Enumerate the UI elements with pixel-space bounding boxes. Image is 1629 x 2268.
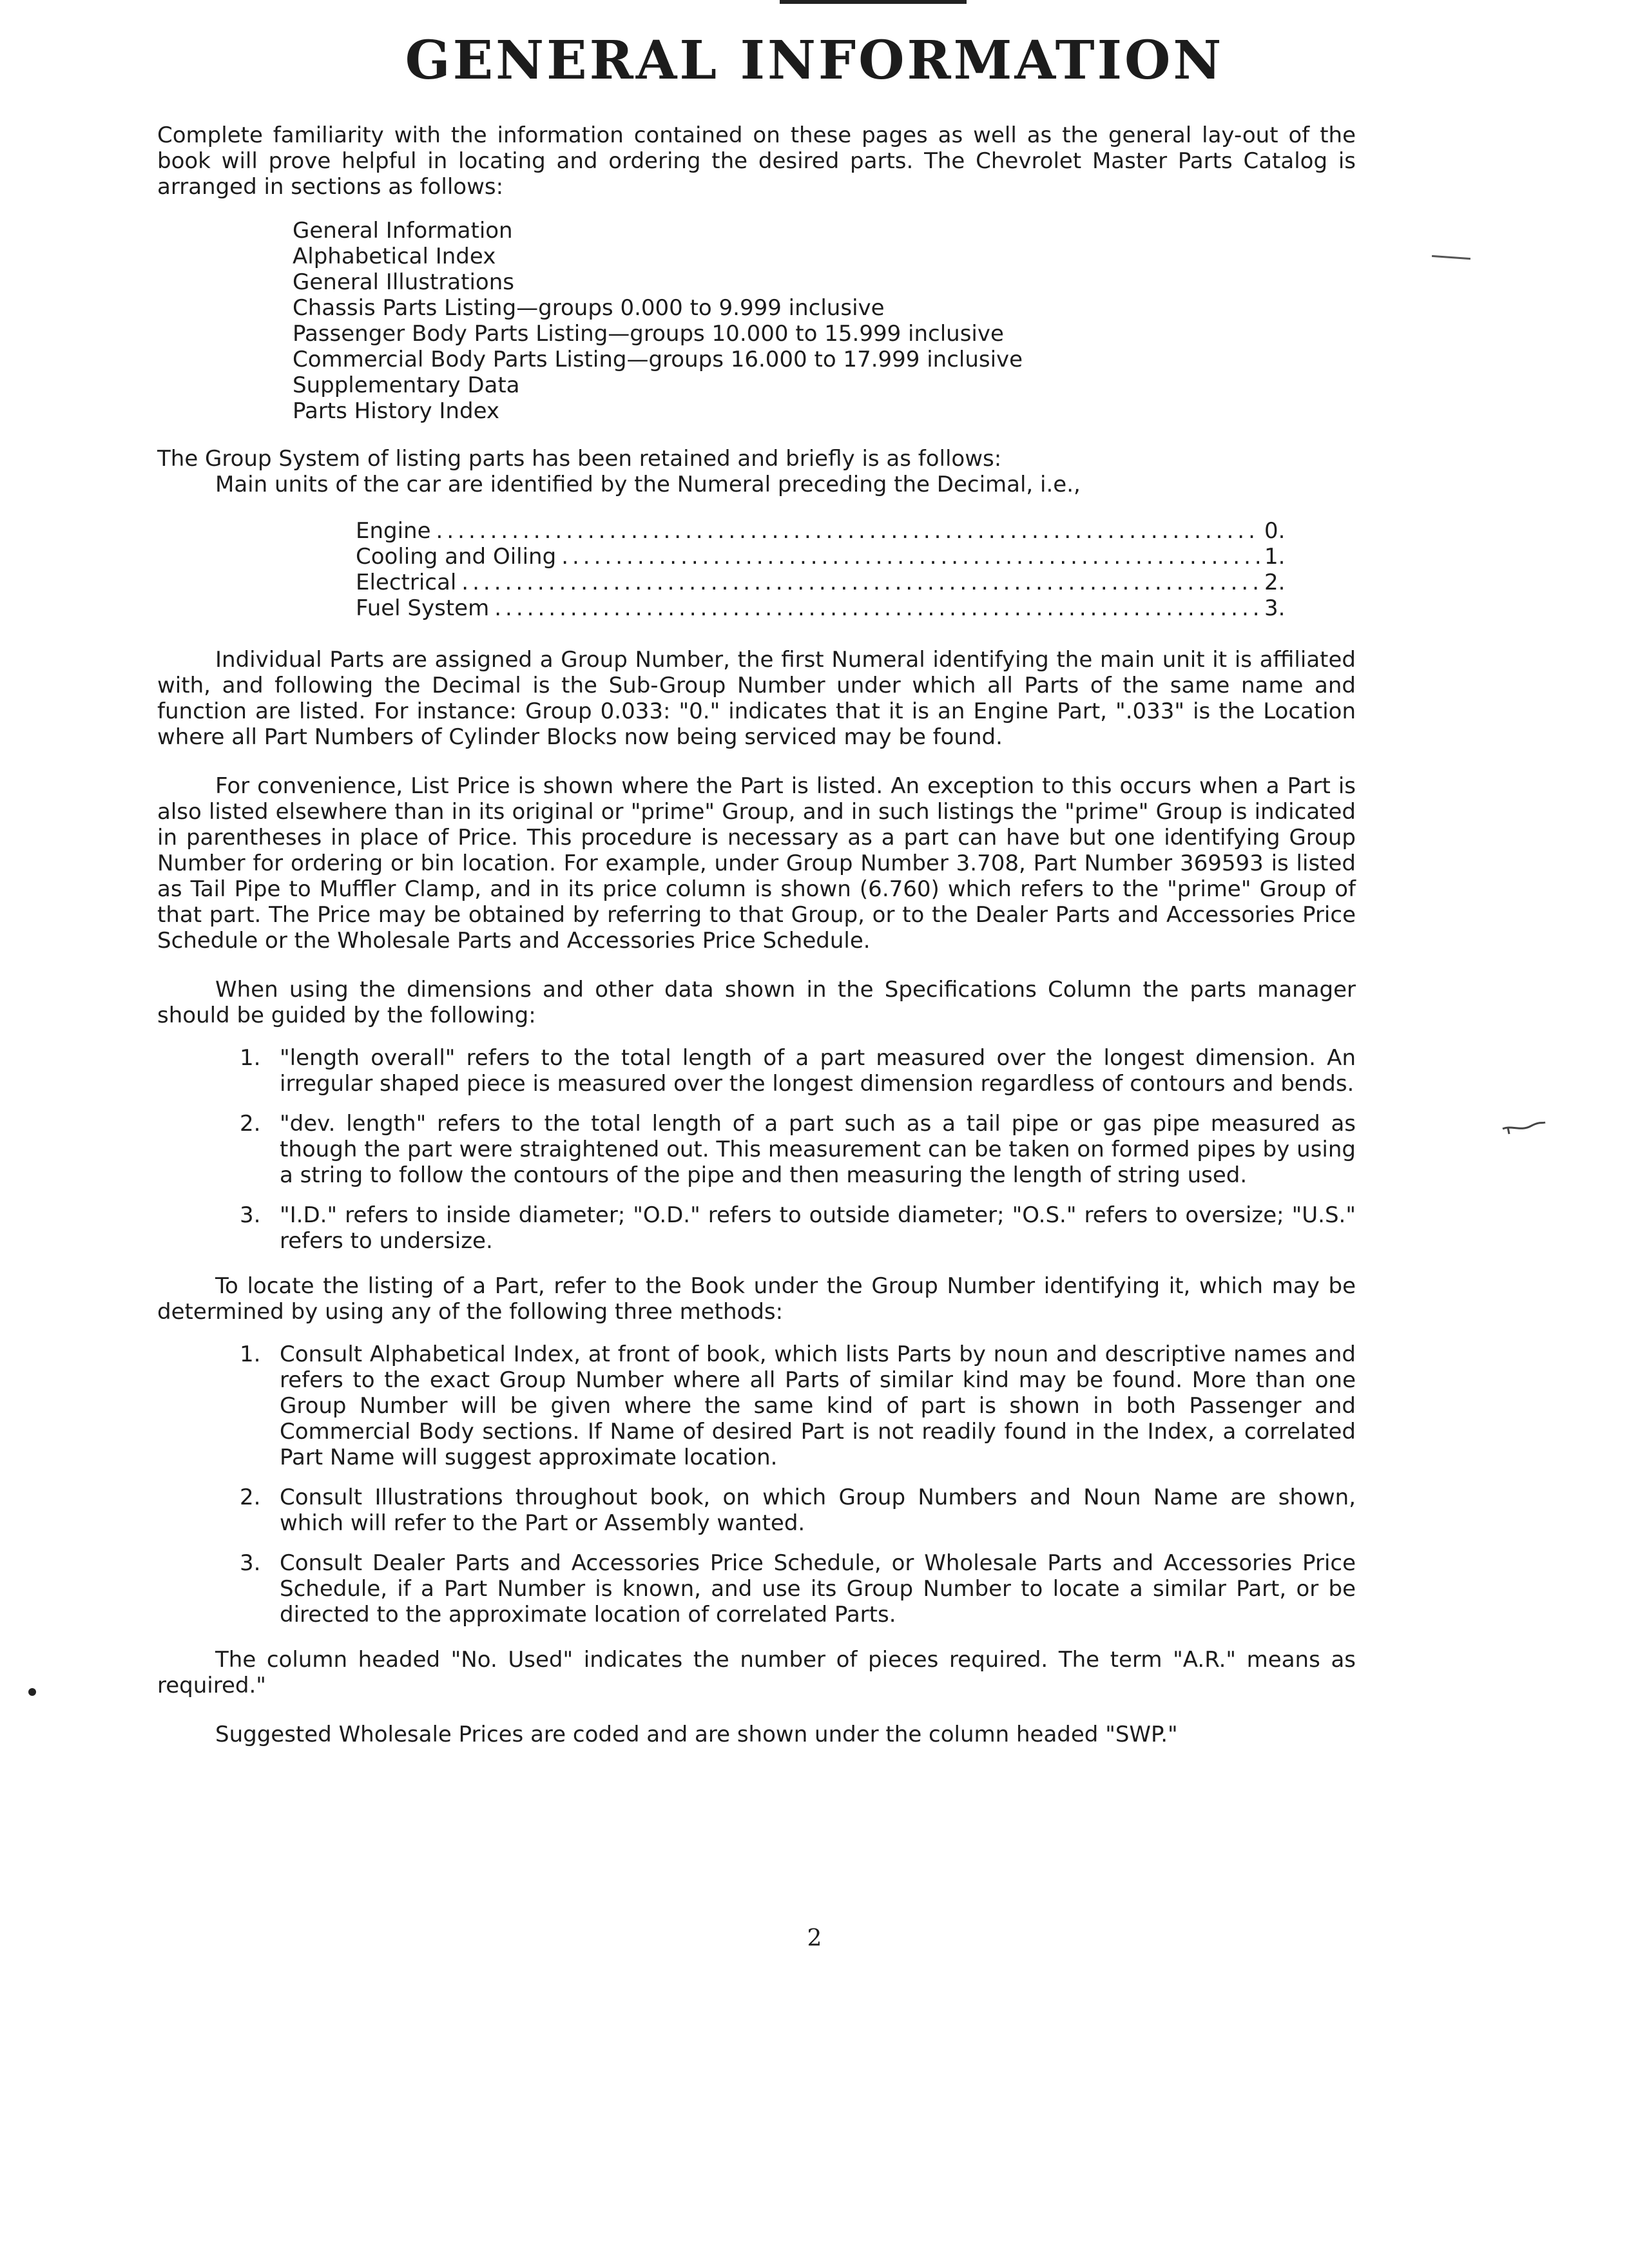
section-item: Alphabetical Index [293,244,496,269]
group-name: Electrical [356,570,457,595]
scan-scribble-mark [1501,1121,1547,1135]
section-item: Commercial Body Parts Listing—groups 16.000 to 17.999 inclusive [293,347,1023,372]
item-number: 3. [240,1202,261,1228]
individual-parts-paragraph: Individual Parts are assigned a Group Number, the first Numeral identifying the main unit it is affiliated with, and following the Decimal is the Sub-Group Number under which all Parts of the same name and function are listed. For instance: Group 0.033: "0." indicates that it is an Engine Part, ".033" is the Location where all Part Numbers of Cylinder Blocks now being serviced may be found. [157,647,1356,750]
group-name: Engine [356,518,431,544]
group-code: 0. [1264,518,1286,544]
item-text: Consult Illustrations throughout book, on which Group Numbers and Noun Name are shown, which will refer to the Part or Assembly wanted. [280,1485,1356,1536]
group-name: Cooling and Oiling [356,544,557,570]
dimension-item [240,1202,1356,1254]
locate-item [240,1550,1356,1628]
scan-dot [28,1688,36,1696]
scan-mark [1432,255,1470,260]
group-code-row [356,595,1303,621]
locate-item [240,1485,1356,1536]
section-item: Chassis Parts Listing—groups 0.000 to 9.999 inclusive [293,295,885,321]
item-text: "length overall" refers to the total length of a part measured over the longest dimension. An irregular shaped piece is measured over the longest dimension regardless of contours and bends. [280,1045,1356,1097]
top-rule [780,0,967,4]
dimension-item [240,1111,1356,1188]
group-name: Fuel System [356,595,490,621]
section-item: Passenger Body Parts Listing—groups 10.000 to 15.999 inclusive [293,321,1004,347]
group-code-row [356,544,1303,570]
locate-paragraph: To locate the listing of a Part, refer to the Book under the Group Number identifying it, which may be determined by using any of the following three methods: [157,1273,1356,1325]
no-used-paragraph: The column headed "No. Used" indicates the number of pieces required. The term "A.R." means as required." [157,1647,1356,1698]
group-system-subline: Main units of the car are identified by the Numeral preceding the Decimal, i.e., [215,472,1081,497]
group-code: 3. [1264,595,1286,621]
section-item: General Information [293,218,513,244]
group-code: 2. [1264,570,1286,595]
item-text: Consult Alphabetical Index, at front of book, which lists Parts by noun and descriptive names and refers to the exact Group Number where all Parts of similar kind may be found. More than one Group Number will be given where the same kind of part is shown in both Passenger and Commercial Body sections. If Name of desired Part is not readily found in the Index, a correlated Part Name will suggest approximate location. [280,1341,1356,1470]
item-number: 3. [240,1550,261,1576]
dimension-list [240,1045,1356,1254]
item-text: Consult Dealer Parts and Accessories Price Schedule, or Wholesale Parts and Accessories Price Schedule, if a Part Number is known, and use its Group Number to locate a similar Part, or be directed to the approximate location of correlated Parts. [280,1550,1356,1628]
leader-dots [561,544,1259,570]
group-system-paragraph: The Group System of listing parts has been retained and briefly is as follows: [157,446,1002,472]
leader-dots [461,570,1259,595]
dimension-item [240,1045,1356,1097]
group-code-row [356,570,1303,595]
convenience-paragraph: For convenience, List Price is shown where the Part is listed. An exception to this occurs when a Part is also listed elsewhere than in its original or "prime" Group, and in such listings the "prime" Group is indicated in parentheses in place of Price. This procedure is necessary as a part can have but one identifying Group Number for ordering or bin location. For example, under Group Number 3.708, Part Number 369593 is listed as Tail Pipe to Muffler Clamp, and in its price column is shown (6.760) which refers to the "prime" Group of that part. The Price may be obtained by referring to that Group, or to the Dealer Parts and Accessories Price Schedule or the Wholesale Parts and Accessories Price Schedule. [157,773,1356,954]
section-item: Parts History Index [293,398,500,424]
locate-method-list [240,1341,1356,1628]
item-number: 1. [240,1341,261,1367]
item-text: "dev. length" refers to the total length of a part such as a tail pipe or gas pipe measured as though the part were straightened out. This measurement can be taken on formed pipes by using a string to follow the contours of the pipe and then measuring the length of string used. [280,1111,1356,1188]
document-body [157,122,1356,1747]
item-text: "I.D." refers to inside diameter; "O.D." refers to outside diameter; "O.S." refers to oversize; "U.S." refers to undersize. [280,1202,1356,1254]
group-code-row [356,518,1303,544]
item-number: 2. [240,1485,261,1510]
section-item: Supplementary Data [293,372,520,398]
item-number: 1. [240,1045,261,1071]
section-list [293,218,1356,424]
leader-dots [436,518,1259,544]
item-number: 2. [240,1111,261,1137]
swp-paragraph: Suggested Wholesale Prices are coded and are shown under the column headed "SWP." [215,1722,1178,1747]
locate-item [240,1341,1356,1470]
dimensions-paragraph: When using the dimensions and other data shown in the Specifications Column the parts manager should be guided by the following: [157,977,1356,1028]
intro-paragraph: Complete familiarity with the information contained on these pages as well as the general lay-out of the book will prove helpful in locating and ordering the desired parts. The Chevrolet Master Parts Catalog is arranged in sections as follows: [157,122,1356,200]
page-title: GENERAL INFORMATION [405,30,1224,91]
leader-dots [494,595,1259,621]
section-item: General Illustrations [293,269,514,295]
group-code-list [356,518,1303,621]
group-code: 1. [1264,544,1286,570]
page-number: 2 [807,1925,822,1952]
